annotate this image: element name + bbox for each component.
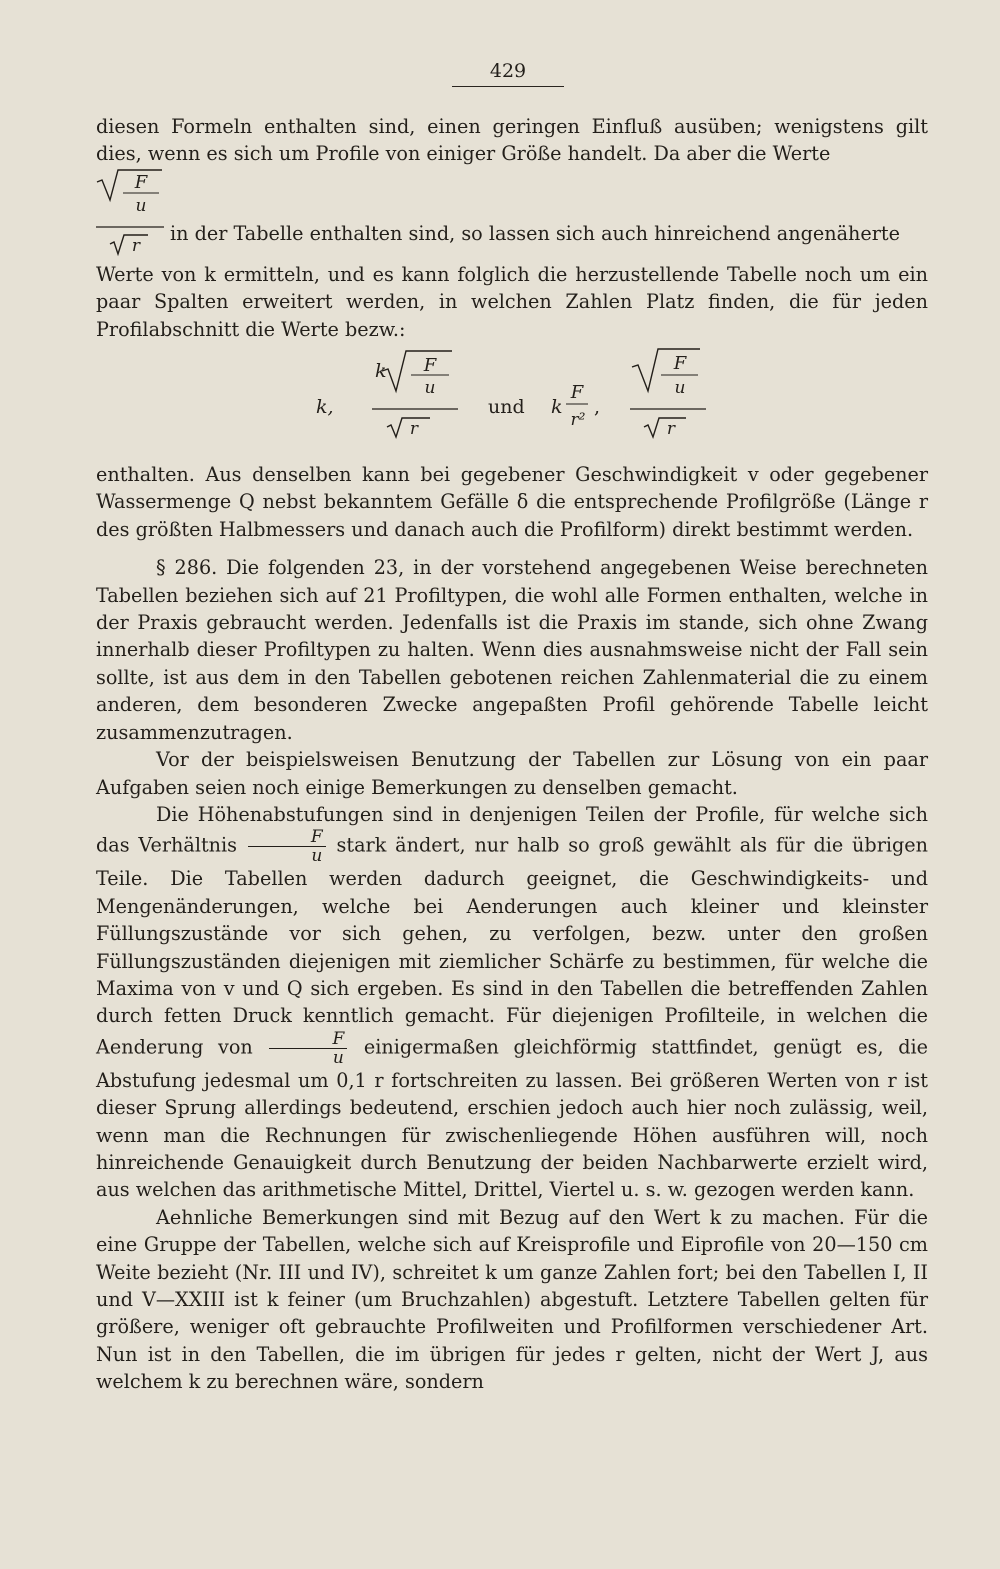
math-u-fourth: u (674, 378, 686, 399)
paragraph-6: Aehnliche Bemerkungen sind mit Bezug auf den Wert k zu machen. Für die eine Gruppe der Tabellen, welche sich auf Kreisprofile und Eiprofile von 20—150 cm Weite bezieht (Nr. III und IV), schreitet k um ganze Zahlen fort; bei den Tabellen I, II und V—XXIII ist k feiner (um Bruchzahlen) abgestuft. Letztere Tabellen gelten für größere, weniger oft gebrauchte Profilweiten und Profilformen verschiedener Art. Nun ist in den Tabellen, die im übrigen für jedes r gelten, nicht der Wert J, aus welchem k zu berechnen wäre, sondern (96, 1205, 928, 1394)
paragraph-5-cont: Teile. Die Tabellen werden dadurch geeignet, die Geschwindigkeits- und Mengenänderungen, welche bei Aenderungen auch kleiner und kleinster Füllungszustände vor sich gehen, zu verfolgen, bezw. unter den großen Füllungszuständen diejenigen mit ziemlicher Schärfe zu bestimmen, für welche die Maxima von v und Q sich ergeben. Es sind in den Tabellen die betreffenden Zahlen durch fetten Druck kenntlich gemacht. Für diejenigen Profilteile, in welchen die Aenderung von (96, 867, 928, 1059)
paragraph-5-cont2: einigermaßen gleichförmig stattfindet, genügt es, die Abstufung (96, 1035, 928, 1092)
paragraph-1-continued: in der Tabelle enthalten sind, so lassen sich auch hinreichend angenäherte (170, 221, 900, 245)
paragraph-5 (96, 801, 928, 1204)
display-formula-graphic (96, 347, 928, 461)
formula-display-values (96, 347, 928, 461)
math-r2-third: r² (570, 410, 586, 431)
math-und: und (488, 396, 525, 419)
sqrt-fraction-graphic (96, 168, 176, 261)
math-F: F (134, 171, 148, 193)
math-k-third: k (551, 396, 563, 419)
paragraph-5-start: Die Höhenabstufungen sind in denjenigen Teilen der Profile, für welche sich das Verhältnis (96, 802, 928, 857)
math-comma: , (594, 396, 601, 419)
paragraph-5-mid: stark ändert, nur halb so groß gewählt als für die übrigen (336, 833, 929, 857)
math-F-third: F (570, 382, 584, 404)
math-k-first: k, (316, 396, 334, 419)
math-r: r (131, 235, 141, 256)
math-r-second: r (409, 419, 419, 440)
formula-sqrt-ratio (96, 168, 928, 261)
math-r-fourth: r (666, 419, 676, 440)
paragraph-4: Vor der beispielsweisen Benutzung der Tabellen zur Lösung von ein paar Aufgaben seien noch einige Bemerkungen zu denselben gemacht. (96, 748, 928, 799)
math-F-fourth: F (673, 353, 687, 375)
paragraph-1-end: Werte von k ermitteln, und es kann folglich die herzustellende Tabelle noch um ein paar Spalten erweitert werden, in welchen Zahlen Platz finden, die für jeden Profilabschnitt die Werte bezw.: (96, 262, 928, 341)
paragraph-1: diesen Formeln enthalten sind, einen geringen Einfluß ausüben; wenigstens gilt dies, wenn es sich um Profile von einiger Größe handelt. Da aber die Werte (96, 115, 928, 166)
math-u-second: u (424, 378, 436, 399)
paragraph-section-286: § 286. Die folgenden 23, in der vorstehend angegebenen Weise berechneten Tabellen beziehen sich auf 21 Profiltypen, die wohl alle Formen enthalten, welche in der Praxis gebraucht werden. Jedenfalls ist die Praxis im stande, sich ohne Zwang innerhalb dieser Profiltypen zu halten. Wenn dies ausnahmsweise nicht der Fall sein sollte, ist aus dem in den Tabellen gebotenen reichen Zahlenmaterial die zu einem anderen, dem besonderen Zwecke angepaßten Profil gehörende Tabelle leicht zusammenzutragen. (96, 556, 928, 744)
fraction-F-over-u-1: $\frac{F}{u}$ (248, 828, 326, 865)
math-F-second: F (423, 355, 437, 377)
page-number: 429 (452, 60, 564, 87)
paragraph-2: enthalten. Aus denselben kann bei gegebener Geschwindigkeit v oder gegebener Wassermenge Q nebst bekanntem Gefälle δ die entsprechende Profilgröße (Länge r des größten Halbmessers und danach auch die Profilform) direkt bestimmt werden. (96, 463, 928, 541)
math-u: u (135, 195, 147, 216)
math-k-second: k (375, 360, 387, 383)
fraction-F-over-u-2: $\frac{F}{u}$ (269, 1030, 347, 1067)
page-body (96, 113, 928, 1396)
paragraph-5-end: jedesmal um 0,1 r fortschreiten zu lassen. Bei größeren Werten von r ist dieser Sprung allerdings bedeutend, erschien jedoch auch hier noch zulässig, weil, wenn man die Rechnungen für zwischenliegende Höhen ausführen will, noch hinreichende Genauigkeit durch Benutzung der beiden Nachbarwerte erzielt wird, aus welchen das arithmetische Mittel, Drittel, Viertel u. s. w. gezogen werden kann. (96, 1068, 928, 1202)
